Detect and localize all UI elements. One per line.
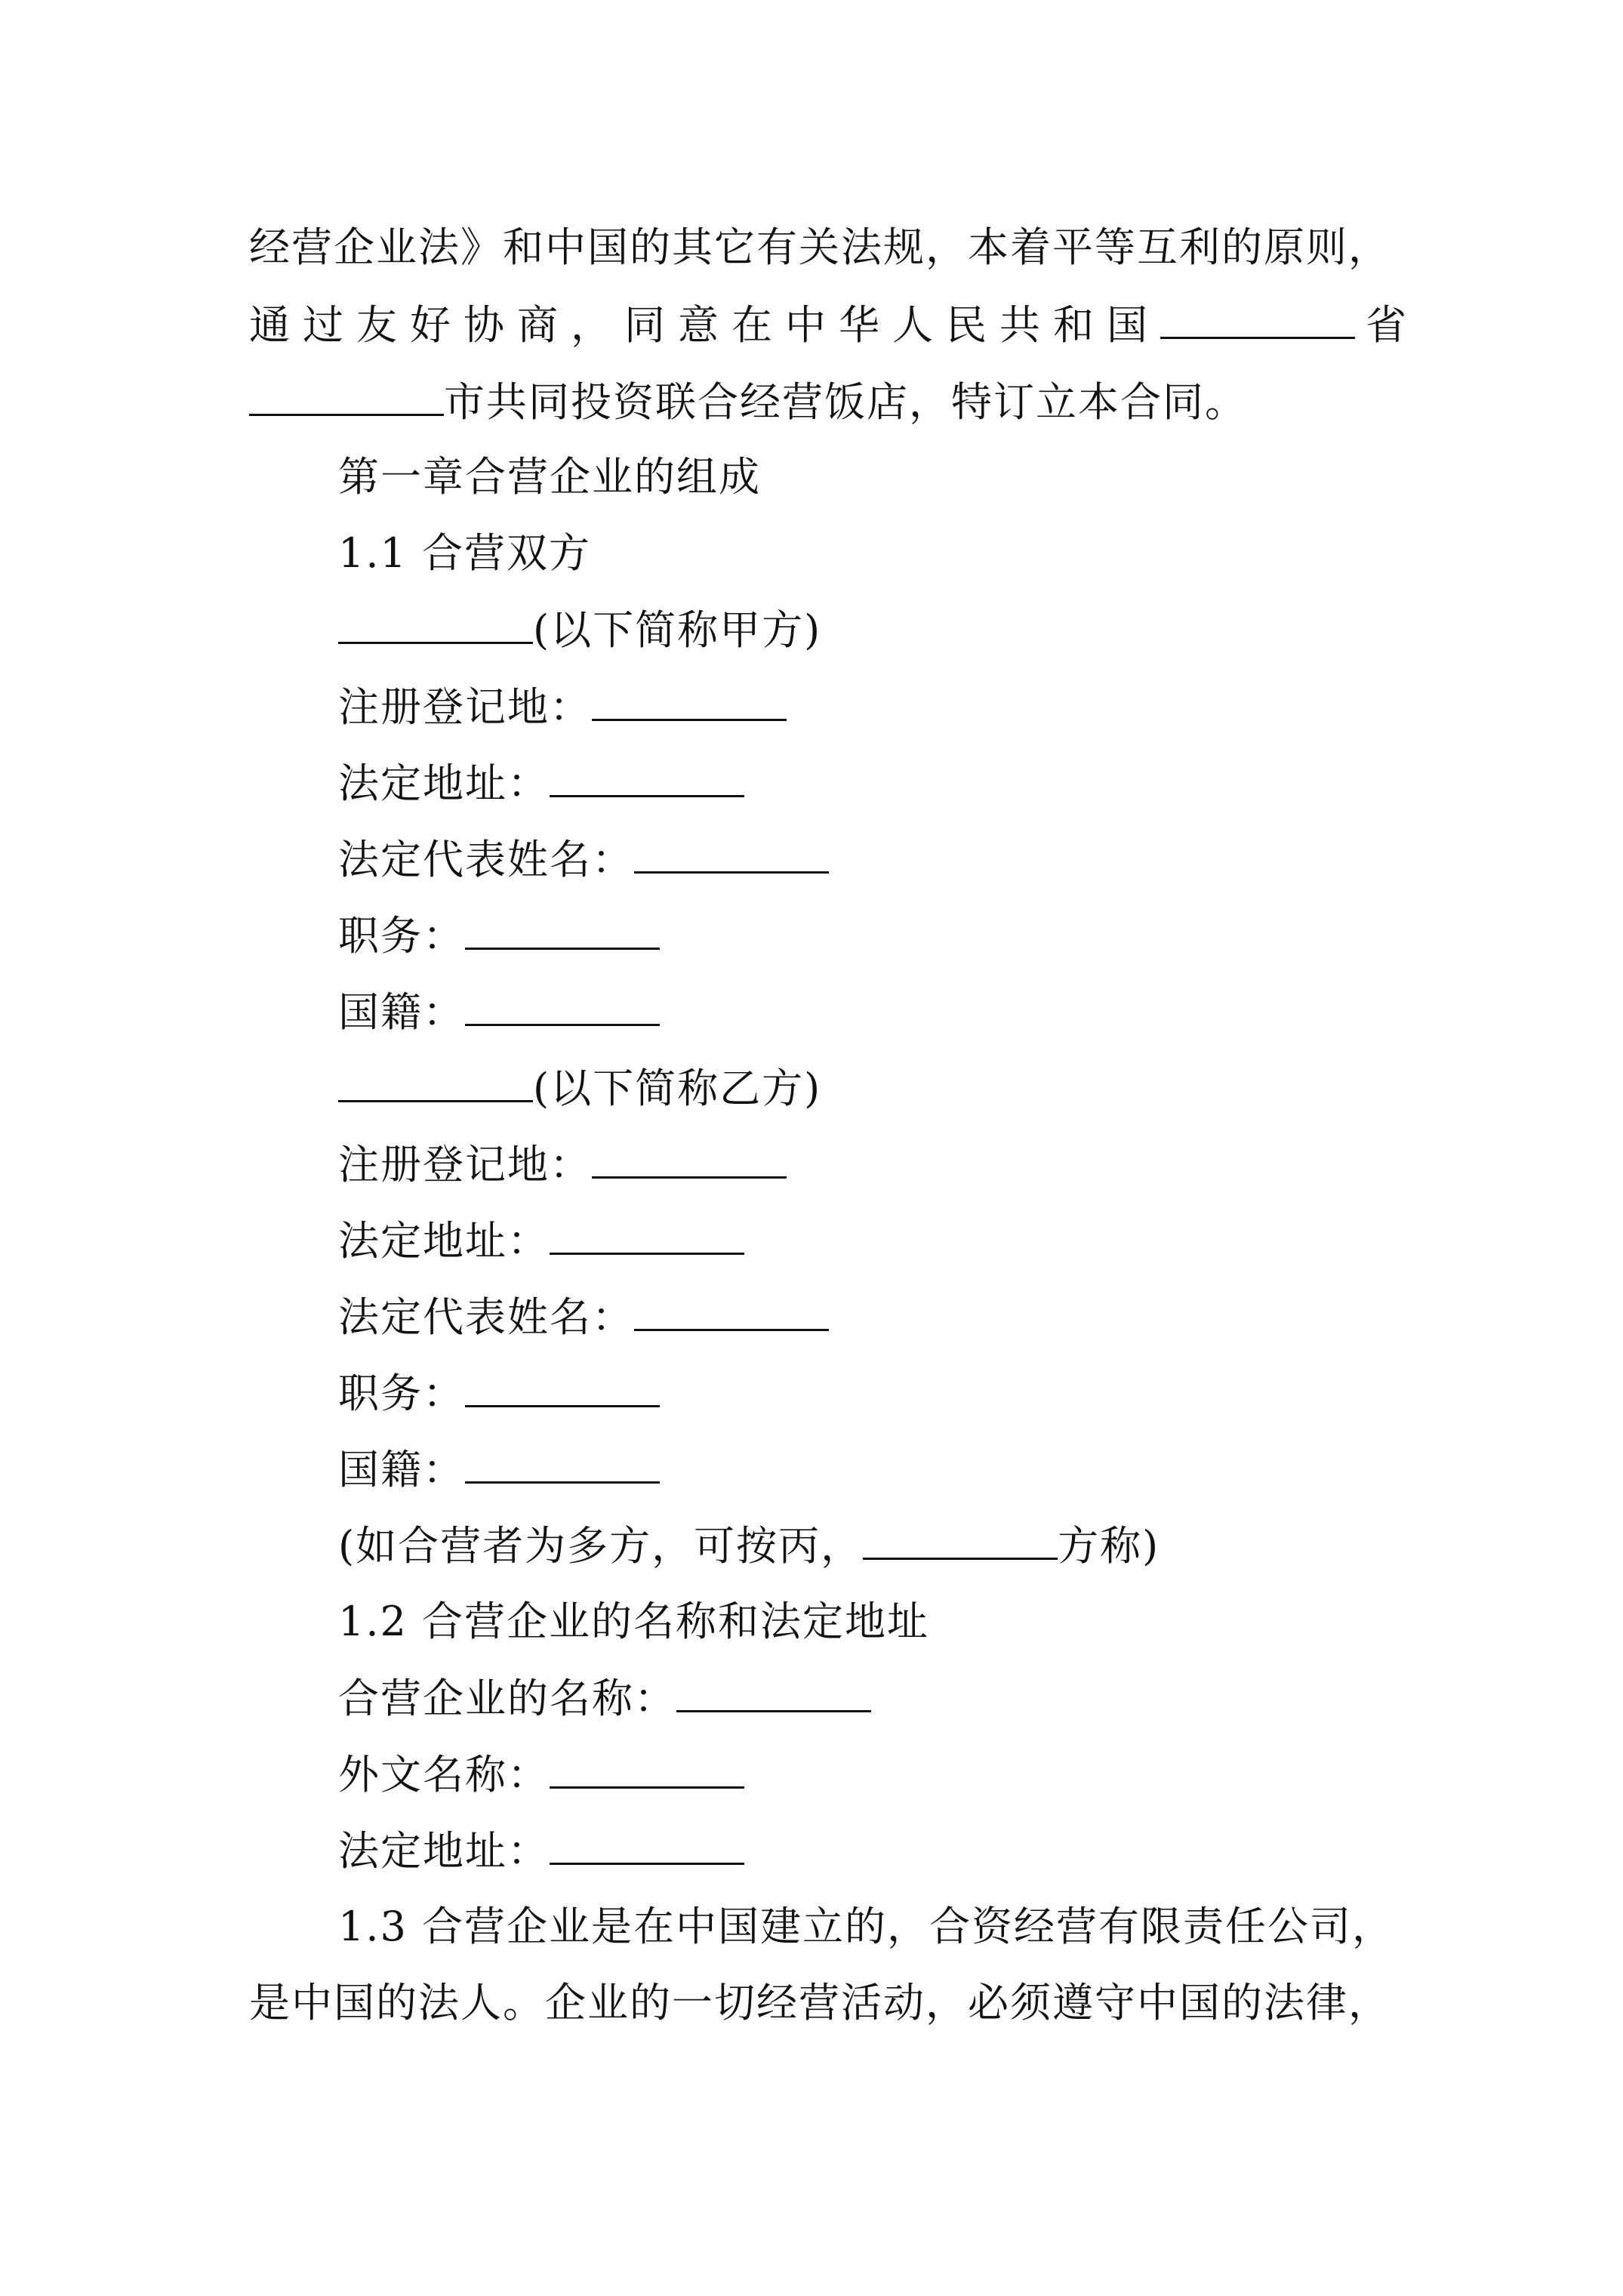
paragraph-line: 经营企业法》和中国的其它有关法规，本着平等互利的原则， xyxy=(249,223,1390,271)
section-title: 1.2 合营企业的名称和法定地址 xyxy=(338,1598,930,1645)
field-line: 注册登记地： xyxy=(338,680,1486,734)
blank-party-a xyxy=(338,603,533,644)
blank-field xyxy=(550,1823,744,1865)
blank-province xyxy=(1160,297,1355,339)
blank-multi-party xyxy=(863,1518,1058,1560)
party-b-line: (以下简称乙方) xyxy=(338,1061,1486,1115)
multi-party-note: (如合营者为多方，可按丙， 方称) xyxy=(338,1518,1486,1573)
field-line: 法定代表姓名： xyxy=(338,1290,1486,1344)
blank-field xyxy=(550,756,744,797)
blank-field xyxy=(465,985,660,1026)
blank-field xyxy=(592,680,787,721)
blank-field xyxy=(550,1747,744,1789)
blank-field xyxy=(465,908,660,950)
field-line: 合营企业的名称： xyxy=(338,1671,1486,1725)
blank-field xyxy=(550,1213,744,1255)
field-line: 国籍： xyxy=(338,1442,1486,1496)
field-line: 国籍： xyxy=(338,985,1486,1039)
blank-field xyxy=(465,1442,660,1484)
field-line: 法定地址： xyxy=(338,756,1486,810)
field-line: 法定地址： xyxy=(338,1213,1486,1268)
field-line: 职务： xyxy=(338,1366,1486,1420)
field-line: 外文名称： xyxy=(338,1747,1486,1801)
party-a-line: (以下简称甲方) xyxy=(338,603,1486,657)
paragraph-line: 1.3 合营企业是在中国建立的，合资经营有限责任公司， xyxy=(338,1903,1395,1950)
blank-field xyxy=(592,1137,787,1179)
blank-party-b xyxy=(338,1061,533,1102)
paragraph-line: 是中国的法人。企业的一切经营活动，必须遵守中国的法律， xyxy=(249,1979,1390,2026)
chapter-title: 第一章合营企业的组成 xyxy=(338,453,761,501)
field-line: 职务： xyxy=(338,908,1486,963)
blank-field xyxy=(634,832,829,874)
field-line: 法定代表姓名： xyxy=(338,832,1486,886)
field-line: 注册登记地： xyxy=(338,1137,1486,1191)
blank-field xyxy=(634,1290,829,1331)
blank-field xyxy=(676,1671,871,1712)
paragraph-line: 通过友好协商，同意在中华人民共和国 省 xyxy=(249,297,1397,352)
blank-field xyxy=(465,1366,660,1407)
blank-city xyxy=(249,374,444,416)
paragraph-line: 市共同投资联合经营饭店，特订立本合同。 xyxy=(249,374,1397,429)
section-title: 1.1 合营双方 xyxy=(338,529,592,577)
field-line: 法定地址： xyxy=(338,1823,1486,1878)
